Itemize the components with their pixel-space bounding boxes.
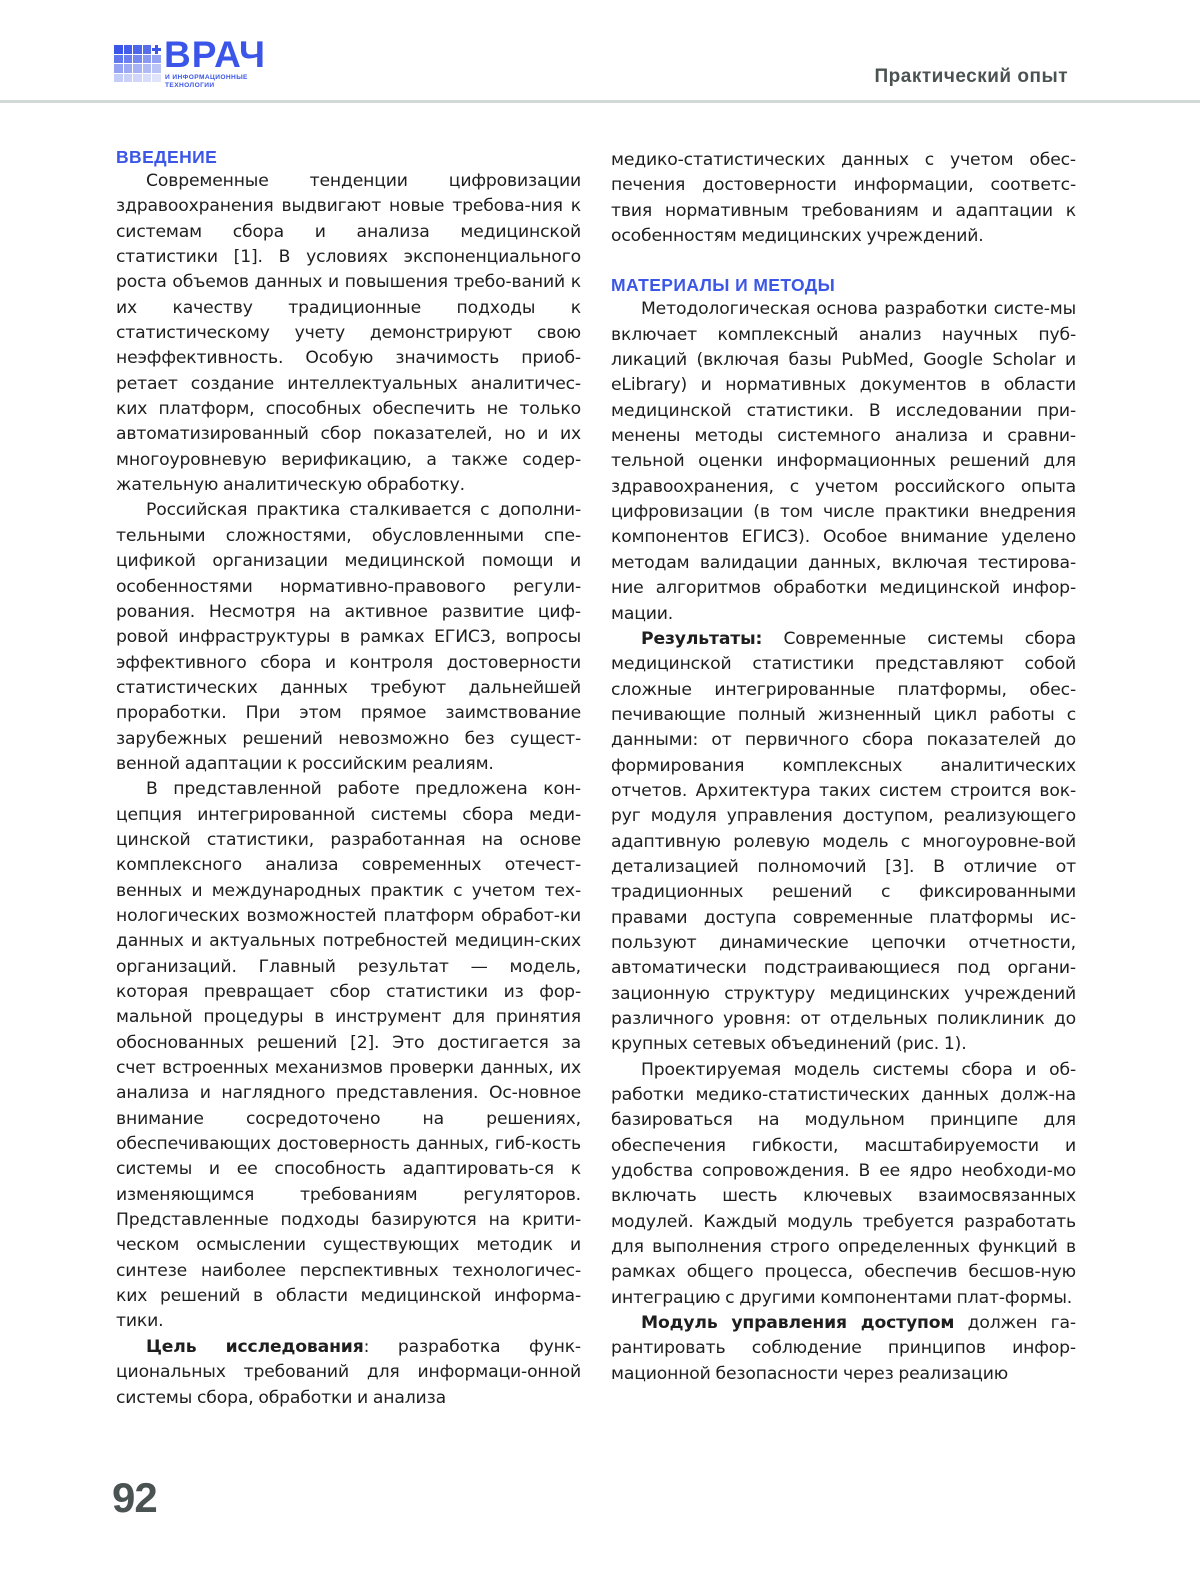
results-label: Результаты: (641, 628, 763, 649)
access-module-label: Модуль управления доступом (641, 1313, 955, 1334)
logo-grid-cell (114, 64, 123, 73)
access-module-paragraph (611, 1311, 1076, 1387)
logo-grid-cell (124, 64, 133, 73)
heading-materials-methods: МАТЕРИАЛЫ И МЕТОДЫ (611, 275, 836, 296)
logo-grid-cell (133, 74, 142, 83)
goal-label: Цель исследования (146, 1336, 364, 1357)
results-text: Современные системы сбора медицинской статистики представляют собой сложные интегрированные платформы, обес-печивающие полный жизненный цикл работы с данными: от первичного сбора показателей до формирования комплексных аналитических отчетов. Архитектура таких систем строится вок-руг модуля управления доступом, реализующего адаптивную ролевую модель с многоуровне-вой детализацией полномочий [3]. В отличие от традиционных решений с фиксированными правами доступа современные платформы ис-пользуют динамические цепочки отчетности, автоматически подстраивающиеся под органи-зационную структуру медицинских учреждений различного уровня: от отдельных поликлиник до крупных сетевых объединений (рис. 1). (611, 628, 1076, 1055)
logo-grid-cell (124, 74, 133, 83)
logo-grid-cell (133, 55, 142, 64)
logo-grid-cell (124, 45, 133, 54)
logo-grid-cell (152, 55, 161, 64)
logo-grid-cell (114, 55, 123, 64)
logo-grid-cell (133, 45, 142, 54)
section-label: Практический опыт (874, 66, 1068, 87)
paragraph: Современные тенденции цифровизации здравоохранения выдвигают новые требова-ния к системам сбора и анализа медицинской статистики [1]. В условиях экспоненциального роста объемов данных и повышения требо-ваний к их качеству традиционные подходы к статистическому учету демонстрируют свою неэффективность. Особую значимость приоб-ретает создание интеллектуальных аналитичес-ких платформ, способных обеспечить не только автоматизированный сбор показателей, но и их многоуровневую верификацию, а также содер-жательную аналитическую обработку. (116, 171, 581, 496)
goal-text: : разработка функ-циональных требований для информаци-онной системы сбора, обработки и анализа (116, 1336, 581, 1408)
logo-subtitle-line-2: ТЕХНОЛОГИИ (165, 81, 215, 89)
logo-grid-cell (143, 74, 152, 83)
paragraph: Российская практика сталкивается с дополни-тельными сложностями, обусловленными спе-цификой организации медицинской помощи и особенностями нормативно-правового регули-рования. Несмотря на активное развитие циф-ровой инфраструктуры в рамках ЕГИСЗ, вопросы эффективного сбора и контроля достоверности статистических данных требуют дальнейшей проработки. При этом прямое заимствование зарубежных решений невозможно без сущест-венной адаптации к российским реалиям. (116, 500, 581, 774)
logo-grid-cell (152, 64, 161, 73)
logo-grid-cell (143, 55, 152, 64)
page-number: 92 (112, 1474, 157, 1521)
logo-grid-cell (124, 55, 133, 64)
spacer (611, 249, 1076, 273)
logo-grid-cell (133, 64, 142, 73)
logo-grid-cell (114, 74, 123, 83)
logo-subtitle (165, 74, 248, 89)
access-module-text: должен га-рантировать соблюдение принципов инфор-мационной безопасности через реализацию (611, 1313, 1076, 1384)
results-paragraph (611, 627, 1076, 1058)
page-header (0, 0, 1200, 104)
logo-grid-cell (152, 74, 161, 83)
journal-logo (114, 34, 284, 92)
logo-grid-cell (143, 64, 152, 73)
logo-subtitle-line-1: И ИНФОРМАЦИОННЫЕ (165, 74, 248, 81)
paragraph-continuation: медико-статистических данных с учетом обес-печения достоверности информации, соответс-твия нормативным требованиям и адаптации к особенностям медицинских учреждений. (611, 150, 1076, 247)
logo-grid-cell (143, 45, 152, 54)
logo-grid-cell (152, 45, 161, 54)
goal-paragraph (116, 1335, 581, 1411)
logo-grid-cell (114, 45, 123, 54)
paragraph: Проектируемая модель системы сбора и об-работки медико-статистических данных долж-на базироваться на модульном принципе для обеспечения гибкости, масштабируемости и удобства сопровождения. В ее ядро необходи-мо включать шесть ключевых взаимосвязанных модулей. Каждый модуль требуется разработать для выполнения строго определенных функций в рамках общего процесса, обеспечив бесшов-ную интеграцию с другими компонентами плат-формы. (611, 1059, 1076, 1308)
right-column (611, 148, 1076, 1387)
logo-wordmark: ВРАЧ (164, 34, 267, 75)
paragraph: В представленной работе предложена кон-цепция интегрированной системы сбора меди-цинской статистики, разработанная на основе комплексного анализа современных отечест-венных и международных практик с учетом тех-нологических возможностей платформ обработ-ки данных и актуальных потребностей медицин-ских организаций. Главный результат — модель, которая превращает сбор статистики из фор-мальной процедуры в инструмент для принятия обоснованных решений [2]. Это достигается за счет встроенных механизмов проверки данных, их анализа и наглядного представления. Ос-новное внимание сосредоточено на решениях, обеспечивающих достоверность данных, гиб-кость системы и ее способность адаптировать-ся к изменяющимся требованиям регуляторов. Представленные подходы базируются на крити-ческом осмыслении существующих методик и синтезе наиболее перспективных технологичес-ких решений в области медицинской информа-тики. (116, 779, 581, 1332)
paragraph: Методологическая основа разработки систе-мы включает комплексный анализ научных пуб-ликаций (включая базы PubMed, Google Scholar и eLibrary) и нормативных документов в области медицинской статистики. В исследовании при-менены методы системного анализа и сравни-тельной оценки информационных решений для здравоохранения, с учетом российского опыта цифровизации (в том числе практики внедрения компонентов ЕГИСЗ). Особое внимание уделено методам валидации данных, включая тестирова-ние алгоритмов обработки медицинской инфор-мации. (611, 299, 1076, 624)
left-column (116, 145, 581, 1411)
header-divider (0, 100, 1200, 103)
logo-grid-icon (114, 42, 160, 88)
heading-introduction: ВВЕДЕНИЕ (116, 147, 218, 167)
